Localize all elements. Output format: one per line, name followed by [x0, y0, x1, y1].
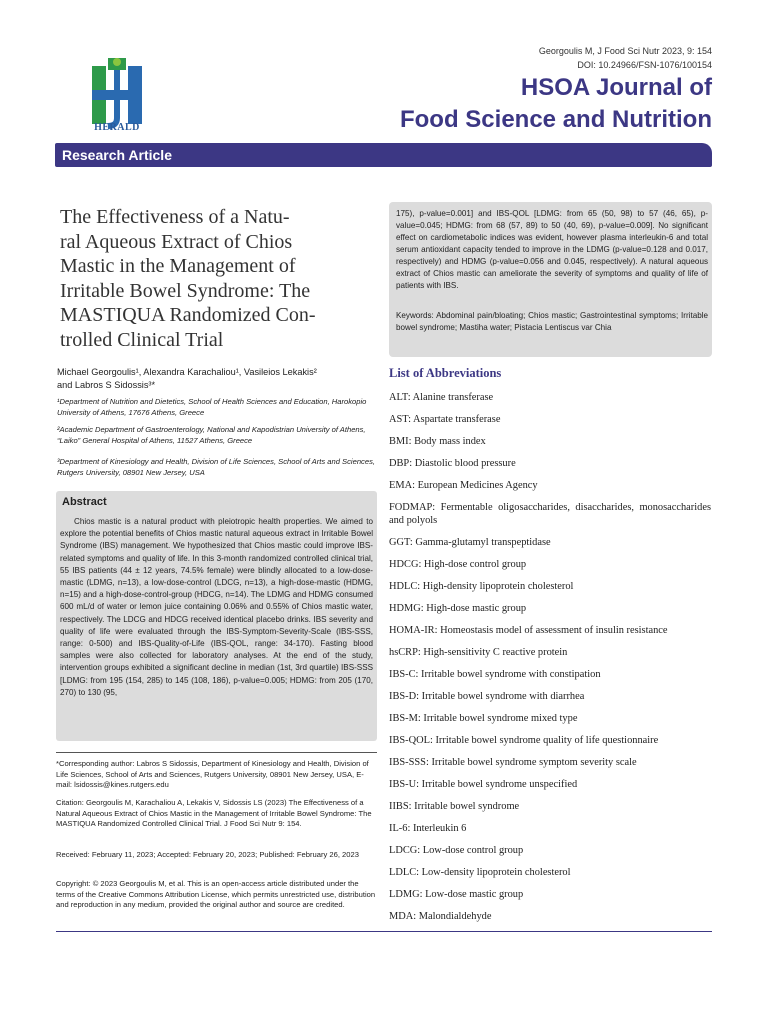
abbreviation-item: IBS-D: Irritable bowel syndrome with diarrhea — [389, 691, 585, 702]
footnote-divider — [56, 752, 377, 753]
abbreviation-item: AST: Aspartate transferase — [389, 414, 501, 425]
title-line: trolled Clinical Trial — [60, 328, 224, 351]
abbreviation-item: IBS-M: Irritable bowel syndrome mixed type — [389, 713, 578, 724]
title-line: ral Aqueous Extract of Chios — [60, 230, 293, 253]
doi-line: DOI: 10.24966/FSN-1076/100154 — [577, 60, 712, 70]
journal-title-line-1: HSOA Journal of — [520, 74, 712, 101]
title-line: Irritable Bowel Syndrome: The — [60, 279, 311, 302]
affiliation-2: ²Academic Department of Gastroenterology, National and Kapodistrian University of Athens, “Laiko” General Hospital of Athens, 11527 Athens, Greece — [57, 425, 366, 445]
journal-title-line-2: Food Science and Nutrition — [399, 106, 712, 133]
abbreviation-item: IL-6: Interleukin 6 — [389, 823, 467, 834]
authors-line: and Labros S Sidossis³* — [57, 379, 156, 390]
abstract-continuation: 175), p-value=0.001] and IBS-QOL [LDMG: from 65 (50, 98) to 57 (46, 65), p-value=0.045; HDMG: from 68 (57, 89) to 50 (40, 69), p-value=0.009]. No significant effect on cardiometabolic indices was evident, however plasma interleukin-6 and total serum antioxidant capacity tended to improve in the LDMG (p-value=0.128 and 0.017, respectively) and HDMG (p-value=0.056 and 0.045, respectively). A natural aqueous extract of Chios mastic can ameliorate the severity of symptoms and quality of life of patients with IBS. — [396, 209, 708, 290]
abbreviation-item: LDLC: Low-density lipoprotein cholesterol — [389, 867, 571, 878]
abbreviation-item: IBS-SSS: Irritable bowel syndrome symptom severity scale — [389, 757, 637, 768]
abbreviation-item: IBS-C: Irritable bowel syndrome with constipation — [389, 669, 601, 680]
copyright-note: Copyright: © 2023 Georgoulis M, et al. This is an open-access article distributed under the terms of the Creative Commons Attribution License, which permits unrestricted use, distribution and reproduction in any medium, provided the original author and source are credited. — [56, 879, 376, 910]
abbreviation-item: DBP: Diastolic blood pressure — [389, 458, 516, 469]
authors-line: Michael Georgoulis¹, Alexandra Karachaliou¹, Vasileios Lekakis² — [57, 367, 317, 377]
abbreviation-item: hsCRP: High-sensitivity C reactive protein — [389, 647, 568, 658]
author-list — [57, 366, 377, 391]
abbreviation-item: ALT: Alanine transferase — [389, 392, 494, 403]
abbreviation-item: HDLC: High-density lipoprotein cholesterol — [389, 581, 574, 592]
abbreviation-item: HDCG: High-dose control group — [389, 559, 527, 570]
abstract-heading: Abstract — [62, 496, 107, 508]
abstract-text: Chios mastic is a natural product with pleiotropic health properties. We aimed to explore the potential benefits of Chios mastic natural aqueous extract in Irritable Bowel Syndrome (IBS) management. We hypothesized that Chios mastic could improve IBS-related symptoms and quality of life. In this 3-month randomized controlled clinical trial, 55 IBS patients (44 ± 12 years, 74.5% female) were blindly allocated to a low-dose-mastic (LDMG, n=13), a low-dose-control (LDCG, n=13), a high-dose-mastic (HDMG, n=15) and a high-dose-control-group (HDCG, n=14). The LDMG and HDMG consumed 600 mL/d of water or lemon juice containing 0.06% and 0.55% of Chios mastic water, respectively. The LDCG and HDCG received identical placebo drinks. IBS severity and quality of life were evaluated through the IBS-Symptom-Severity-Scale (IBS-SSS, range: 0-500) and IBS-Quality-of-Life (IBS-QOL, range: 34-170). Fasting blood samples were also collected for laboratory analyses. At the end of the study, intervention groups exhibited a significant decline in median (1st, 3rd quartile) IBS-SSS [LDMG: from 195 (154, 285) to 145 (108, 186), p-value=0.005; HDMG: from 205 (170, 270) to 130 (95, — [60, 517, 373, 697]
paper-title — [60, 205, 380, 352]
abbreviation-item: IBS-U: Irritable bowel syndrome unspecified — [389, 779, 578, 790]
abbreviations-heading: List of Abbreviations — [389, 366, 502, 380]
received-dates: Received: February 11, 2023; Accepted: February 20, 2023; Published: February 26, 2023 — [56, 850, 359, 859]
title-line: MASTIQUA Randomized Con- — [60, 304, 316, 326]
abbreviation-item: BMI: Body mass index — [389, 436, 486, 447]
abbreviation-item: LDCG: Low-dose control group — [389, 845, 524, 856]
article-type-banner: Research Article — [55, 143, 712, 167]
affiliation-1: ¹Department of Nutrition and Dietetics, School of Health Sciences and Education, Harokopio University of Athens, 17676 Athens, Greece — [57, 397, 367, 417]
citation-note: Citation: Georgoulis M, Karachaliou A, Lekakis V, Sidossis LS (2023) The Effectiveness of a Natural Aqueous Extract of Chios Mastic in the Management of Irritable Bowel Syndrome: The MASTIQUA Randomized Controlled Clinical Trial. J Food Sci Nutr 9: 154. — [56, 798, 372, 829]
abbreviation-item: IIBS: Irritable bowel syndrome — [389, 801, 520, 812]
abbreviation-item: IBS-QOL: Irritable bowel syndrome quality of life questionnaire — [389, 735, 659, 746]
abbreviation-item: EMA: European Medicines Agency — [389, 480, 538, 491]
citation-line: Georgoulis M, J Food Sci Nutr 2023, 9: 154 — [538, 46, 712, 56]
abbreviation-item: HOMA-IR: Homeostasis model of assessment of insulin resistance — [389, 625, 668, 636]
corresponding-author: *Corresponding author: Labros S Sidossis, Department of Kinesiology and Health, Division of Life Sciences, School of Arts and Sciences, Rutgers University, 08901 New Jersey, USA, E-mail: lsidossis@kines.rutgers.edu — [56, 759, 369, 790]
affiliation-3: ³Department of Kinesiology and Health, Division of Life Sciences, School of Arts and Sciences, Rutgers University, 08901 New Jersey, USA — [57, 457, 375, 477]
abbreviation-item: HDMG: High-dose mastic group — [389, 603, 527, 614]
keywords: Keywords: Abdominal pain/bloating; Chios mastic; Gastrointestinal symptoms; Irritable bowel syndrome; Mastiha water; Pistacia Lentiscus var Chia — [396, 311, 708, 332]
logo-text: HERALD — [94, 122, 140, 133]
title-line: The Effectiveness of a Natu- — [60, 206, 290, 228]
title-line: Mastic in the Management of — [60, 255, 296, 277]
abbreviation-item: MDA: Malondialdehyde — [389, 911, 492, 922]
page-bottom-rule — [56, 931, 712, 932]
abbreviation-item: FODMAP: Fermentable oligosaccharides, disaccharides, monosaccharides and polyols — [389, 502, 711, 526]
abbreviation-item: GGT: Gamma-glutamyl transpeptidase — [389, 537, 551, 548]
journal-title — [400, 72, 712, 136]
journal-citation — [539, 44, 712, 72]
abbreviation-item: LDMG: Low-dose mastic group — [389, 889, 524, 900]
